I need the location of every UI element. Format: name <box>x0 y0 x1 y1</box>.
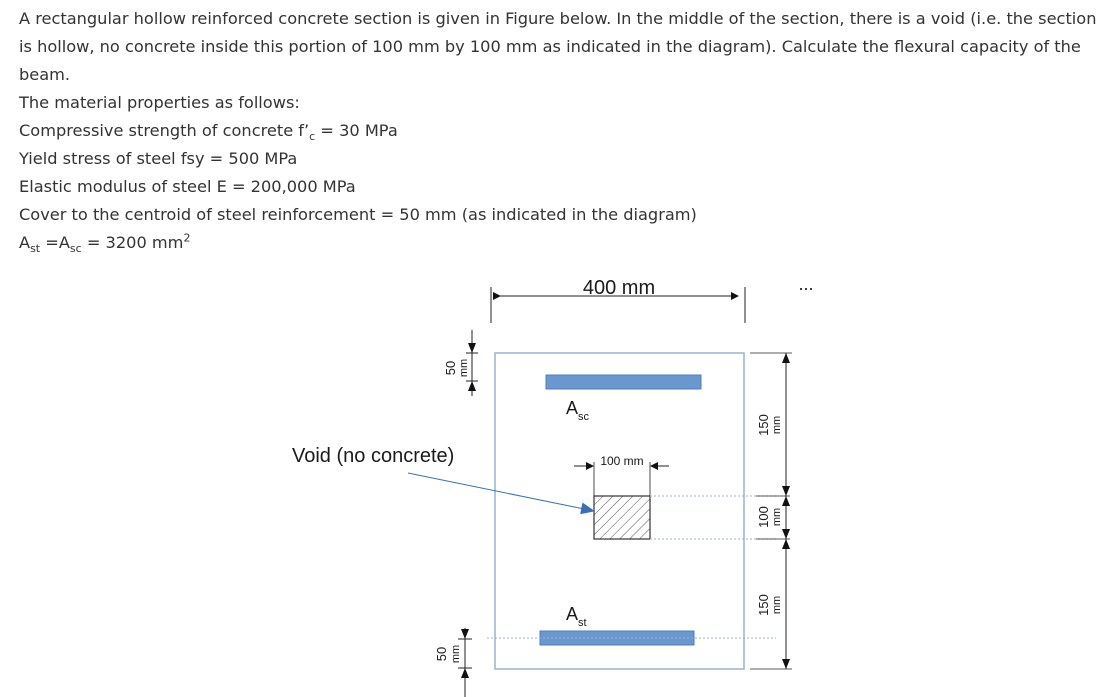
fc-suffix: = 30 MPa <box>315 121 398 140</box>
problem-intro: A rectangular hollow reinforced concrete section is given in Figure below. In the middle of the section, there is a void (i.e. the section is hollow, no concrete inside this portion of 100 mm by 100 mm as indicated in the diagram). Calculate the flexural capacity of the beam. <box>19 9 1097 84</box>
ast-subscript: st <box>30 242 41 256</box>
top-cover-dimension <box>443 330 478 396</box>
void-width-label: 100 mm <box>600 454 644 468</box>
area-exponent: 2 <box>183 231 191 245</box>
compression-steel-bar <box>546 375 701 389</box>
more-options-icon[interactable]: ... <box>798 274 814 294</box>
void-label: Void (no concrete) <box>292 445 455 467</box>
ast-symbol: A <box>19 233 31 252</box>
dim-mid-value: 100 <box>756 506 771 528</box>
void-hatched <box>594 496 650 539</box>
fc-subscript: c <box>309 130 316 144</box>
fc-prefix: Compressive strength of concrete f’ <box>19 121 310 140</box>
bottom-cover-dimension <box>434 628 472 697</box>
asc-subscript: sc <box>69 242 82 256</box>
property-fsy: Yield stress of steel fsy = 500 MPa <box>19 149 298 168</box>
right-dimensions <box>750 353 792 669</box>
dim-bottom-value: 150 <box>756 594 771 616</box>
dim-mid-unit: mm <box>771 507 783 527</box>
top-cover-value: 50 <box>443 360 458 376</box>
dim-top-unit: mm <box>771 415 783 435</box>
asc-label: $A_{sc}$ <box>566 398 590 423</box>
ast-label: $A_{st}$ <box>566 604 587 629</box>
property-es: Elastic modulus of steel E = 200,000 MPa <box>19 177 356 196</box>
property-cover: Cover to the centroid of steel reinforcement = 50 mm (as indicated in the diagram) <box>19 205 697 224</box>
dim-top-value: 150 <box>756 414 771 436</box>
properties-heading: The material properties as follows: <box>19 93 300 112</box>
width-label: 400 mm <box>582 277 656 299</box>
bottom-cover-value: 50 <box>434 646 449 662</box>
area-value: = 3200 mm <box>81 233 184 252</box>
width-dimension <box>491 277 745 323</box>
top-cover-unit: mm <box>458 358 470 378</box>
ast-equals: =A <box>40 233 70 252</box>
bottom-cover-unit: mm <box>450 644 462 664</box>
dim-bottom-unit: mm <box>771 595 783 615</box>
